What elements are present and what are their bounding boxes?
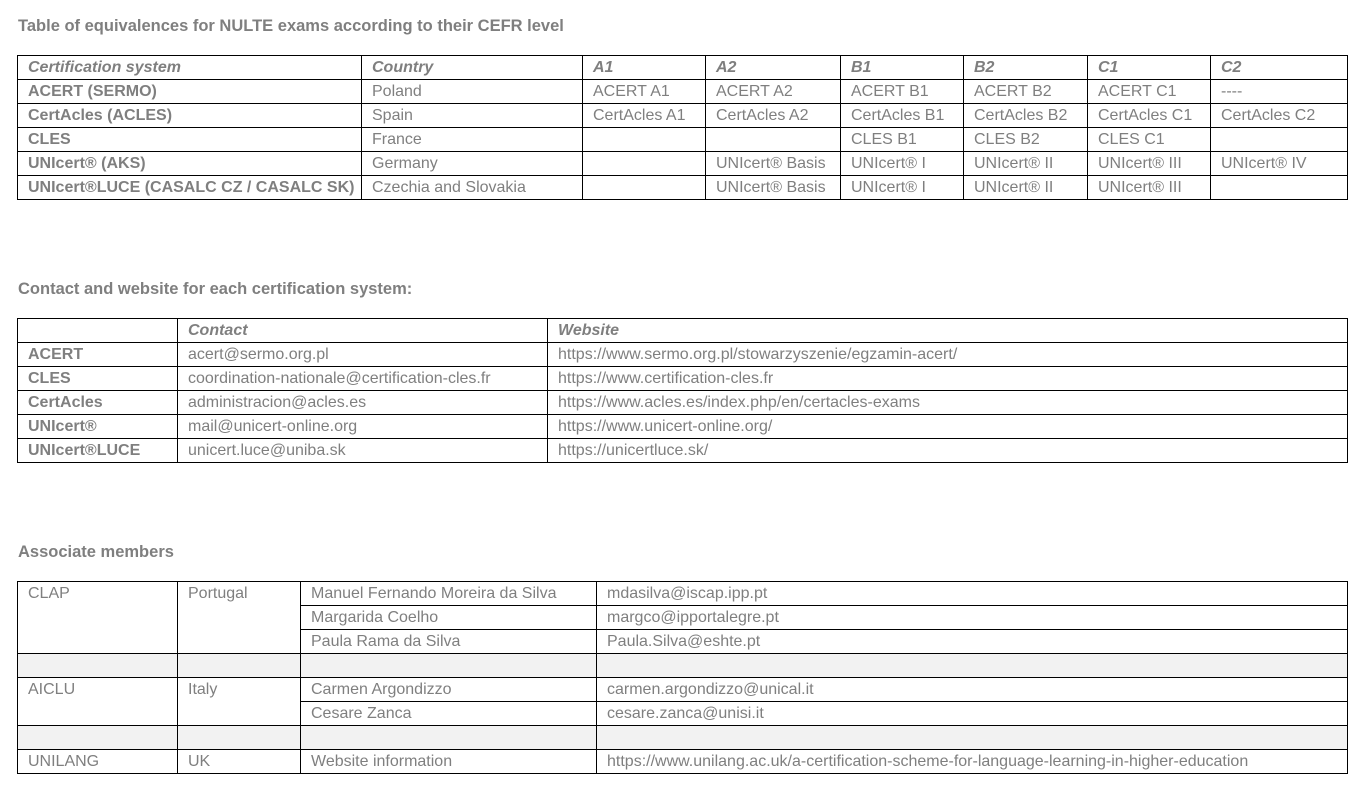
table-cell: Germany <box>362 152 583 176</box>
list-item <box>18 750 1348 774</box>
equivalence-table <box>17 55 1348 200</box>
member-contact[interactable]: cesare.zanca@unisi.it <box>597 702 1348 726</box>
spacer-row <box>18 726 1348 750</box>
empty-cell <box>597 726 1348 750</box>
table-row <box>18 343 1348 367</box>
column-header: Country <box>362 56 583 80</box>
contact-email[interactable]: administracion@acles.es <box>178 391 548 415</box>
empty-cell <box>178 654 301 678</box>
country-cell: UK <box>178 750 301 774</box>
table-row <box>18 391 1348 415</box>
table-cell: UNIcert® III <box>1088 152 1211 176</box>
member-contact[interactable]: https://www.unilang.ac.uk/a-certification-scheme-for-language-learning-in-higher-education <box>597 750 1348 774</box>
association-name: UNILANG <box>18 750 178 774</box>
website-link[interactable]: https://www.unicert-online.org/ <box>548 415 1348 439</box>
column-header: Website <box>548 319 1348 343</box>
table-cell: CLES B2 <box>964 128 1088 152</box>
association-name <box>18 630 178 654</box>
table-cell: UNIcert® I <box>841 152 964 176</box>
certification-system-cell: CLES <box>18 128 362 152</box>
table-cell: UNIcert® I <box>841 176 964 200</box>
table-row <box>18 152 1348 176</box>
associates-title: Associate members <box>18 543 174 561</box>
associates-table <box>17 581 1348 774</box>
certification-system-cell: ACERT (SERMO) <box>18 80 362 104</box>
system-name-cell: CertAcles <box>18 391 178 415</box>
column-header: B1 <box>841 56 964 80</box>
table-cell: ACERT A1 <box>583 80 706 104</box>
member-contact[interactable]: margco@ipportalegre.pt <box>597 606 1348 630</box>
table-cell <box>1211 176 1348 200</box>
column-header: A2 <box>706 56 841 80</box>
table-cell: ACERT C1 <box>1088 80 1211 104</box>
table-cell: ACERT B1 <box>841 80 964 104</box>
table-cell: CertAcles C1 <box>1088 104 1211 128</box>
contact-email[interactable]: acert@sermo.org.pl <box>178 343 548 367</box>
table-row <box>18 439 1348 463</box>
contact-email[interactable]: unicert.luce@uniba.sk <box>178 439 548 463</box>
table-cell: UNIcert® IV <box>1211 152 1348 176</box>
table-cell: CertAcles A2 <box>706 104 841 128</box>
table-cell <box>706 128 841 152</box>
table-cell: CLES C1 <box>1088 128 1211 152</box>
table-row <box>18 80 1348 104</box>
list-item <box>18 582 1348 606</box>
table-cell <box>583 176 706 200</box>
empty-cell <box>301 726 597 750</box>
table-cell: CertAcles C2 <box>1211 104 1348 128</box>
member-name: Margarida Coelho <box>301 606 597 630</box>
column-header: Contact <box>178 319 548 343</box>
list-item <box>18 678 1348 702</box>
member-contact[interactable]: mdasilva@iscap.ipp.pt <box>597 582 1348 606</box>
certification-system-cell: UNIcert®LUCE (CASALC CZ / CASALC SK) <box>18 176 362 200</box>
member-name: Carmen Argondizzo <box>301 678 597 702</box>
empty-cell <box>597 654 1348 678</box>
column-header <box>18 319 178 343</box>
column-header: C2 <box>1211 56 1348 80</box>
table-cell: UNIcert® Basis <box>706 152 841 176</box>
column-header: Certification system <box>18 56 362 80</box>
certification-system-cell: CertAcles (ACLES) <box>18 104 362 128</box>
table-cell <box>1211 128 1348 152</box>
equivalence-header-row <box>18 56 1348 80</box>
table-row <box>18 104 1348 128</box>
table-cell: ACERT B2 <box>964 80 1088 104</box>
table-cell: UNIcert® Basis <box>706 176 841 200</box>
website-link[interactable]: https://www.certification-cles.fr <box>548 367 1348 391</box>
association-name <box>18 702 178 726</box>
system-name-cell: UNIcert® <box>18 415 178 439</box>
table-cell: CLES B1 <box>841 128 964 152</box>
table-cell: UNIcert® II <box>964 176 1088 200</box>
column-header: C1 <box>1088 56 1211 80</box>
table-cell: UNIcert® III <box>1088 176 1211 200</box>
system-name-cell: UNIcert®LUCE <box>18 439 178 463</box>
table-row <box>18 128 1348 152</box>
association-name <box>18 606 178 630</box>
country-cell: Portugal <box>178 582 301 606</box>
country-cell: Italy <box>178 678 301 702</box>
member-name: Website information <box>301 750 597 774</box>
country-cell <box>178 630 301 654</box>
system-name-cell: ACERT <box>18 343 178 367</box>
table-row <box>18 415 1348 439</box>
contact-email[interactable]: coordination-nationale@certification-cles.fr <box>178 367 548 391</box>
empty-cell <box>18 654 178 678</box>
table-cell: France <box>362 128 583 152</box>
list-item <box>18 702 1348 726</box>
contact-email[interactable]: mail@unicert-online.org <box>178 415 548 439</box>
list-item <box>18 606 1348 630</box>
contacts-title: Contact and website for each certification system: <box>18 280 413 298</box>
website-link[interactable]: https://unicertluce.sk/ <box>548 439 1348 463</box>
column-header: B2 <box>964 56 1088 80</box>
table-row <box>18 176 1348 200</box>
member-name: Cesare Zanca <box>301 702 597 726</box>
member-name: Manuel Fernando Moreira da Silva <box>301 582 597 606</box>
member-contact[interactable]: carmen.argondizzo@unical.it <box>597 678 1348 702</box>
system-name-cell: CLES <box>18 367 178 391</box>
table-cell: ACERT A2 <box>706 80 841 104</box>
spacer-row <box>18 654 1348 678</box>
contacts-table <box>17 318 1348 463</box>
table-row <box>18 367 1348 391</box>
table-cell <box>583 128 706 152</box>
empty-cell <box>18 726 178 750</box>
association-name: CLAP <box>18 582 178 606</box>
association-name: AICLU <box>18 678 178 702</box>
table-cell: CertAcles B1 <box>841 104 964 128</box>
empty-cell <box>178 726 301 750</box>
column-header: A1 <box>583 56 706 80</box>
table-cell: CertAcles A1 <box>583 104 706 128</box>
list-item <box>18 630 1348 654</box>
contacts-header-row <box>18 319 1348 343</box>
table-cell: Spain <box>362 104 583 128</box>
country-cell <box>178 606 301 630</box>
website-link[interactable]: https://www.sermo.org.pl/stowarzyszenie/egzamin-acert/ <box>548 343 1348 367</box>
equivalence-title: Table of equivalences for NULTE exams according to their CEFR level <box>18 17 564 35</box>
member-name: Paula Rama da Silva <box>301 630 597 654</box>
certification-system-cell: UNIcert® (AKS) <box>18 152 362 176</box>
table-cell <box>583 152 706 176</box>
table-cell: UNIcert® II <box>964 152 1088 176</box>
website-link[interactable]: https://www.acles.es/index.php/en/certacles-exams <box>548 391 1348 415</box>
table-cell: ---- <box>1211 80 1348 104</box>
table-cell: CertAcles B2 <box>964 104 1088 128</box>
member-contact[interactable]: Paula.Silva@eshte.pt <box>597 630 1348 654</box>
table-cell: Poland <box>362 80 583 104</box>
table-cell: Czechia and Slovakia <box>362 176 583 200</box>
country-cell <box>178 702 301 726</box>
empty-cell <box>301 654 597 678</box>
